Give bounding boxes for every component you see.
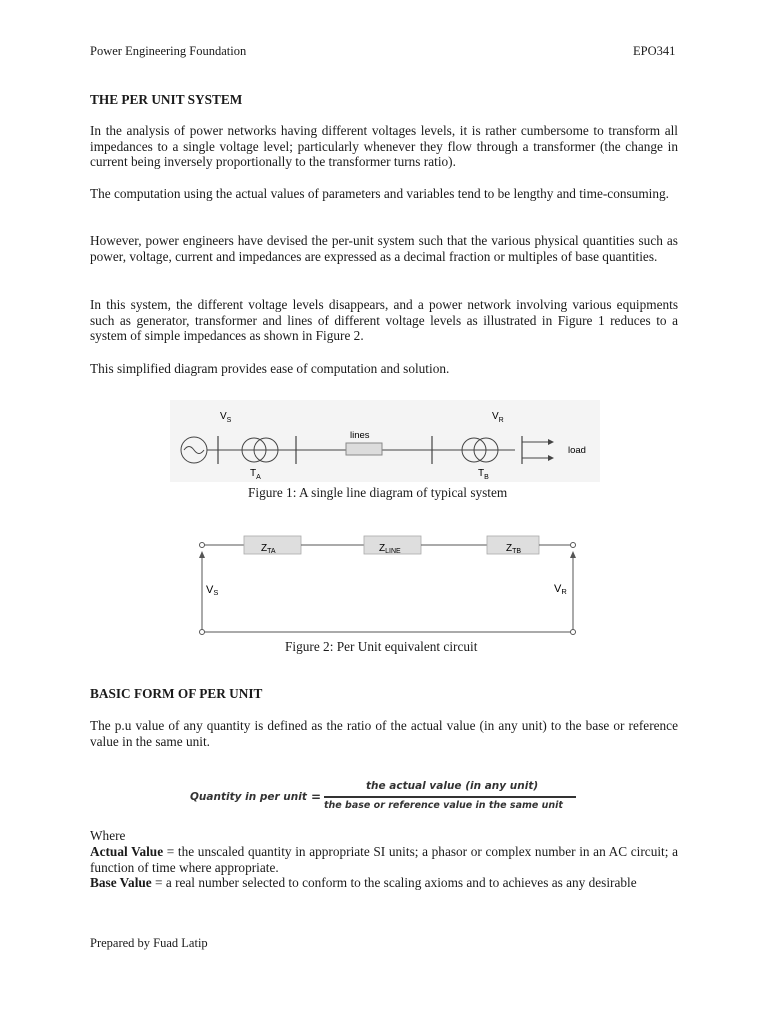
fraction-bar — [324, 796, 576, 798]
formula-denominator: the base or reference value in the same unit — [324, 800, 563, 811]
label-zline: $Z_{LINE}$ — [379, 543, 401, 555]
paragraph-5: This simplified diagram provides ease of computation and solution. — [90, 361, 450, 376]
figure-2-per-unit-circuit — [190, 526, 586, 642]
vs-arrow-icon — [199, 551, 205, 558]
label-lines: lines — [350, 430, 370, 441]
section-title-basic-form: BASIC FORM OF PER UNIT — [90, 686, 263, 701]
formula-numerator: the actual value (in any unit) — [366, 780, 539, 792]
terminal-top-right — [571, 543, 576, 548]
where-label: Where — [90, 828, 126, 843]
header-left: Power Engineering Foundation — [90, 44, 247, 58]
base-value-term: Base Value — [90, 875, 152, 890]
terminal-bottom-right — [571, 630, 576, 635]
terminal-bottom-left — [200, 630, 205, 635]
header-right: EPO341 — [633, 44, 676, 58]
actual-value-term: Actual Value — [90, 844, 164, 859]
label-vs: VS — [206, 584, 219, 597]
vr-arrow-icon — [570, 551, 576, 558]
figure-1-caption: Figure 1: A single line diagram of typical system — [248, 485, 508, 500]
figure-1-background — [170, 400, 600, 482]
line-impedance-block — [346, 443, 382, 455]
formula-lhs: Quantity in per unit — [190, 791, 307, 803]
paragraph-definition: The p.u value of any quantity is defined as the ratio of the actual value (in any unit) to the base or reference value in the same unit. — [90, 718, 678, 749]
formula-equals: = — [311, 790, 322, 804]
base-value-definition — [90, 875, 678, 891]
paragraph-1: In the analysis of power networks having different voltages levels, it is rather cumbersome to transform all impedances to a single voltage level; particularly whenever they flow through a transformer (the change in current being inversely proportionally to the transformer turns ratio). — [90, 123, 678, 170]
paragraph-3: However, power engineers have devised the per-unit system such that the various physical quantities such as power, voltage, current and impedances are expressed as a decimal fraction or multiples of base quantities. — [90, 233, 678, 264]
footer-text: Prepared by Fuad Latip — [90, 936, 208, 950]
label-load: load — [568, 445, 586, 456]
terminal-top-left — [200, 543, 205, 548]
actual-value-definition — [90, 844, 678, 875]
label-vr: VR — [554, 583, 567, 596]
base-value-text: = a real number selected to conform to the scaling axioms and to achieves as any desirable — [151, 875, 637, 890]
label-zta: $Z_{TA}$ — [261, 543, 276, 555]
paragraph-2: The computation using the actual values of parameters and variables tend to be lengthy and time-consuming. — [90, 186, 669, 201]
label-ztb: $Z_{TB}$ — [506, 543, 522, 555]
actual-value-text: = the unscaled quantity in appropriate SI units; a phasor or complex number in an AC circuit; a function of time where appropriate. — [90, 844, 678, 875]
figure-2-caption: Figure 2: Per Unit equivalent circuit — [285, 639, 478, 654]
label-ta: $T_A$ — [250, 468, 261, 481]
label-vs: $V_S$ — [220, 411, 232, 424]
figure-1-single-line-diagram — [170, 400, 600, 482]
label-tb: $T_B$ — [478, 468, 489, 481]
paragraph-4: In this system, the different voltage levels disappears, and a power network involving various equipments such as generator, transformer and lines of different voltage levels as illustrated in Figure 1 reduces to a system of simple impedances as shown in Figure 2. — [90, 297, 678, 344]
label-vr: $V_R$ — [492, 411, 504, 424]
section-title-per-unit-system: THE PER UNIT SYSTEM — [90, 92, 243, 107]
